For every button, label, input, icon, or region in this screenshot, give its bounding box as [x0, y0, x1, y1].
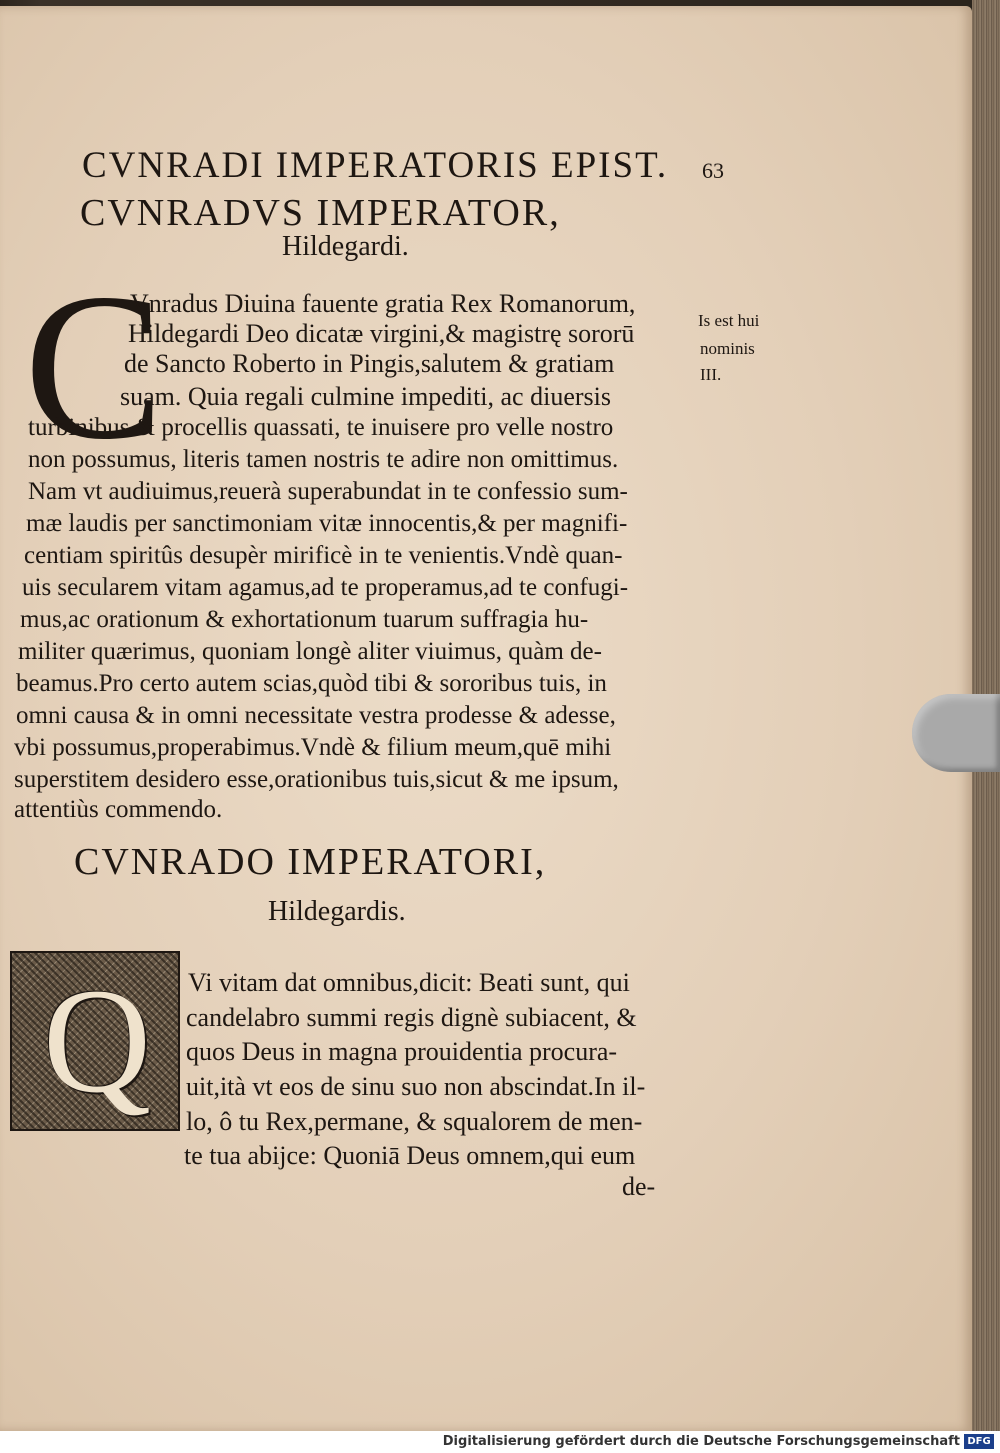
letter2-title: CVNRADO IMPERATORI,: [74, 841, 547, 883]
text-line: non possumus, literis tamen nostris te adire non omittimus.: [28, 446, 619, 473]
text-line: Vi vitam dat omnibus,dicit: Beati sunt, qui: [188, 968, 630, 997]
letter1-recipient: Hildegardi.: [282, 231, 409, 262]
letter1-title: CVNRADVS IMPERATOR,: [80, 192, 561, 234]
text-line: superstitem desidero esse,orationibus tuis,sicut & me ipsum,: [14, 766, 619, 793]
text-line: te tua abijce: Quoniā Deus omnem,qui eum: [184, 1141, 636, 1170]
page-clip: [912, 694, 1000, 772]
text-line: mæ laudis per sanctimoniam vitæ innocentis,& per magnifi-: [26, 510, 628, 537]
marginal-note-line: Is est hui: [698, 311, 760, 330]
text-line: turbinibus & procellis quassati, te inuisere pro velle nostro: [28, 414, 614, 441]
text-line: de Sancto Roberto in Pingis,salutem & gratiam: [124, 349, 615, 378]
text-line: attentiùs commendo.: [14, 796, 223, 823]
book-page: [0, 6, 972, 1431]
text-line: suam. Quia regali culmine impediti, ac diuersis: [120, 382, 611, 411]
letter2-sender: Hildegardis.: [268, 896, 406, 927]
text-line: candelabro summi regis dignè subiacent, &: [186, 1003, 637, 1032]
marginal-note-line: III.: [700, 365, 722, 384]
marginal-note-line: nominis: [700, 339, 755, 358]
woodcut-initial-letter: Q: [42, 958, 152, 1124]
text-line: Vnradus Diuina fauente gratia Rex Romanorum,: [130, 289, 636, 318]
text-line: Nam vt audiuimus,reuerà superabundat in te confessio sum-: [28, 478, 628, 505]
woodcut-initial-q: [10, 951, 180, 1131]
page-number: 63: [702, 158, 724, 183]
running-title: CVNRADI IMPERATORIS EPIST.: [82, 145, 669, 186]
catchword: de-: [622, 1172, 656, 1201]
text-line: militer quærimus, quoniam longè aliter viuimus, quàm de-: [18, 638, 602, 665]
funding-credit: Digitalisierung gefördert durch die Deutsche Forschungsgemeinschaft: [442, 1434, 960, 1449]
footer-bar: [0, 1431, 1000, 1453]
dfg-logo-icon: DFG: [964, 1434, 994, 1449]
text-line: quos Deus in magna prouidentia procura-: [186, 1037, 618, 1066]
text-line: omni causa & in omni necessitate vestra prodesse & adesse,: [16, 702, 616, 729]
text-line: lo, ô tu Rex,permane, & squalorem de men-: [186, 1107, 643, 1136]
text-line: uis secularem vitam agamus,ad te properamus,ad te confugi-: [22, 574, 629, 601]
text-line: mus,ac orationum & exhortationum tuarum suffragia hu-: [20, 606, 589, 633]
decorated-initial-c: C: [24, 251, 165, 483]
text-line: Hildegardi Deo dicatæ virgini,& magistrę sororū: [128, 319, 635, 348]
text-line: uit,ità vt eos de sinu suo non abscindat.In il-: [186, 1072, 646, 1101]
text-line: beamus.Pro certo autem scias,quòd tibi & sororibus tuis, in: [16, 670, 607, 697]
text-line: vbi possumus,properabimus.Vndè & filium meum,quē mihi: [14, 734, 612, 761]
text-line: centiam spiritûs desupèr mirificè in te venientis.Vndè quan-: [24, 542, 623, 569]
